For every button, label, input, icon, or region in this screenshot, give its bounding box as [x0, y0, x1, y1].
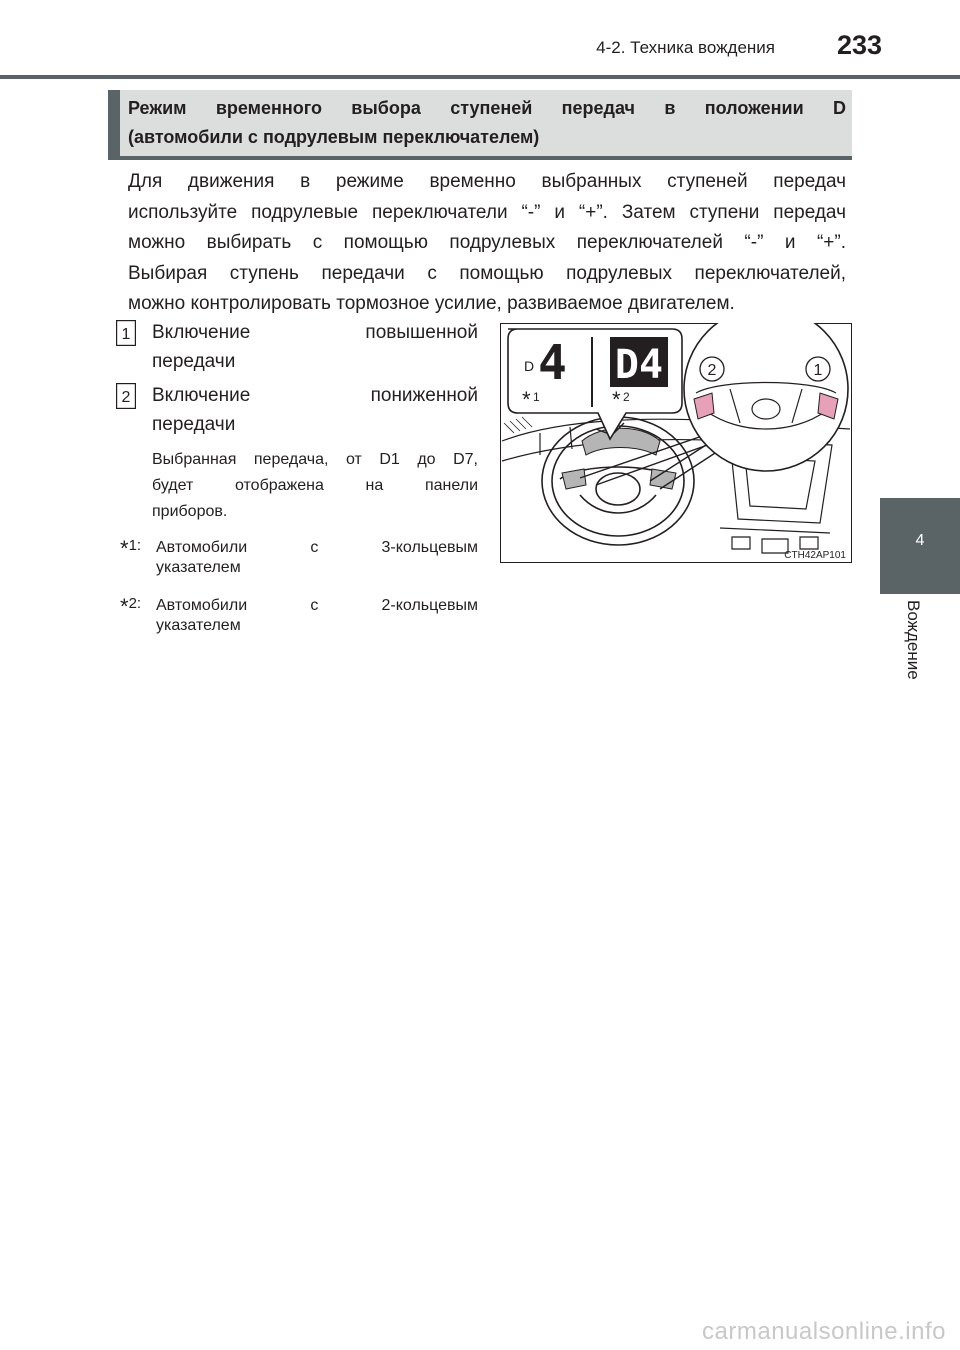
figure-mark-2-index: 2 — [623, 390, 630, 404]
figure-mark-1-index: 1 — [533, 390, 540, 404]
callout-number-1: 1 — [121, 326, 131, 343]
intro-line: используйте подрулевые переключатели “-” и “+”. Затем ступени передач — [128, 201, 846, 223]
intro-line: Выбирая ступень передачи с помощью подрулевых переключателей, — [128, 262, 846, 284]
heading-line-2: (автомобили с подрулевым переключателем) — [128, 127, 540, 147]
callout-1-line-2: передачи — [152, 351, 236, 372]
section-heading — [108, 90, 852, 160]
figure-mark-1: * — [522, 387, 531, 412]
figure-mark-2: * — [612, 387, 621, 412]
header-rule — [0, 75, 960, 79]
footnote-2-line-2: указателем — [156, 617, 241, 634]
figure-code: CTH42AP101 — [784, 550, 846, 561]
heading-line-1: Режим временного выбора ступеней передач в положении D — [128, 98, 846, 118]
page-number: 233 — [836, 30, 882, 60]
intro-line: можно выбирать с помощью подрулевых переключателей “-” и “+”. — [128, 232, 846, 253]
inset-callout-1: 1 — [813, 362, 823, 379]
callout-2-line-1: Включение пониженной — [152, 385, 478, 406]
intro-line: Для движения в режиме временно выбранных ступеней передач — [128, 171, 846, 192]
intro-line: можно контролировать тормозное усилие, развиваемое двигателем. — [128, 293, 735, 314]
note-line: Выбранная передача, от D1 до D7, — [152, 451, 478, 468]
display-large-text: D4 — [614, 342, 664, 388]
chapter-tab-number: 4 — [915, 532, 925, 549]
footnote-2-marker: *2: — [120, 594, 142, 619]
left-paddle-highlight — [562, 469, 586, 489]
callout-number-1-icon — [116, 320, 136, 346]
callout-number-2: 2 — [121, 389, 131, 406]
note-line: будет отображена на панели — [152, 477, 478, 494]
chapter-tab-label: Вождение — [904, 600, 923, 680]
note-line: приборов. — [152, 503, 228, 520]
callout-number-2-icon — [116, 383, 136, 409]
inset-callout-2: 2 — [707, 362, 717, 379]
gear-display-note — [152, 447, 478, 525]
footnote-1-marker: *1: — [120, 536, 142, 561]
display-small-letter: D — [524, 358, 535, 374]
footnote-1-line-2: указателем — [156, 559, 241, 576]
callout-1-line-1: Включение повышенной — [152, 322, 478, 343]
watermark: carmanualsonline.info — [702, 1318, 946, 1345]
callout-2-line-2: передачи — [152, 414, 236, 435]
paddle-shift-illustration — [500, 323, 852, 563]
footnote-2-line-1: Автомобили с 2-кольцевым — [156, 597, 478, 614]
footnote-1-line-1: Автомобили с 3-кольцевым — [156, 539, 478, 556]
heading-accent-bar — [108, 90, 120, 160]
intro-paragraph — [128, 167, 846, 320]
running-header-section: 4-2. Техника вождения — [596, 38, 775, 57]
display-small-digit: 4 — [538, 335, 567, 391]
